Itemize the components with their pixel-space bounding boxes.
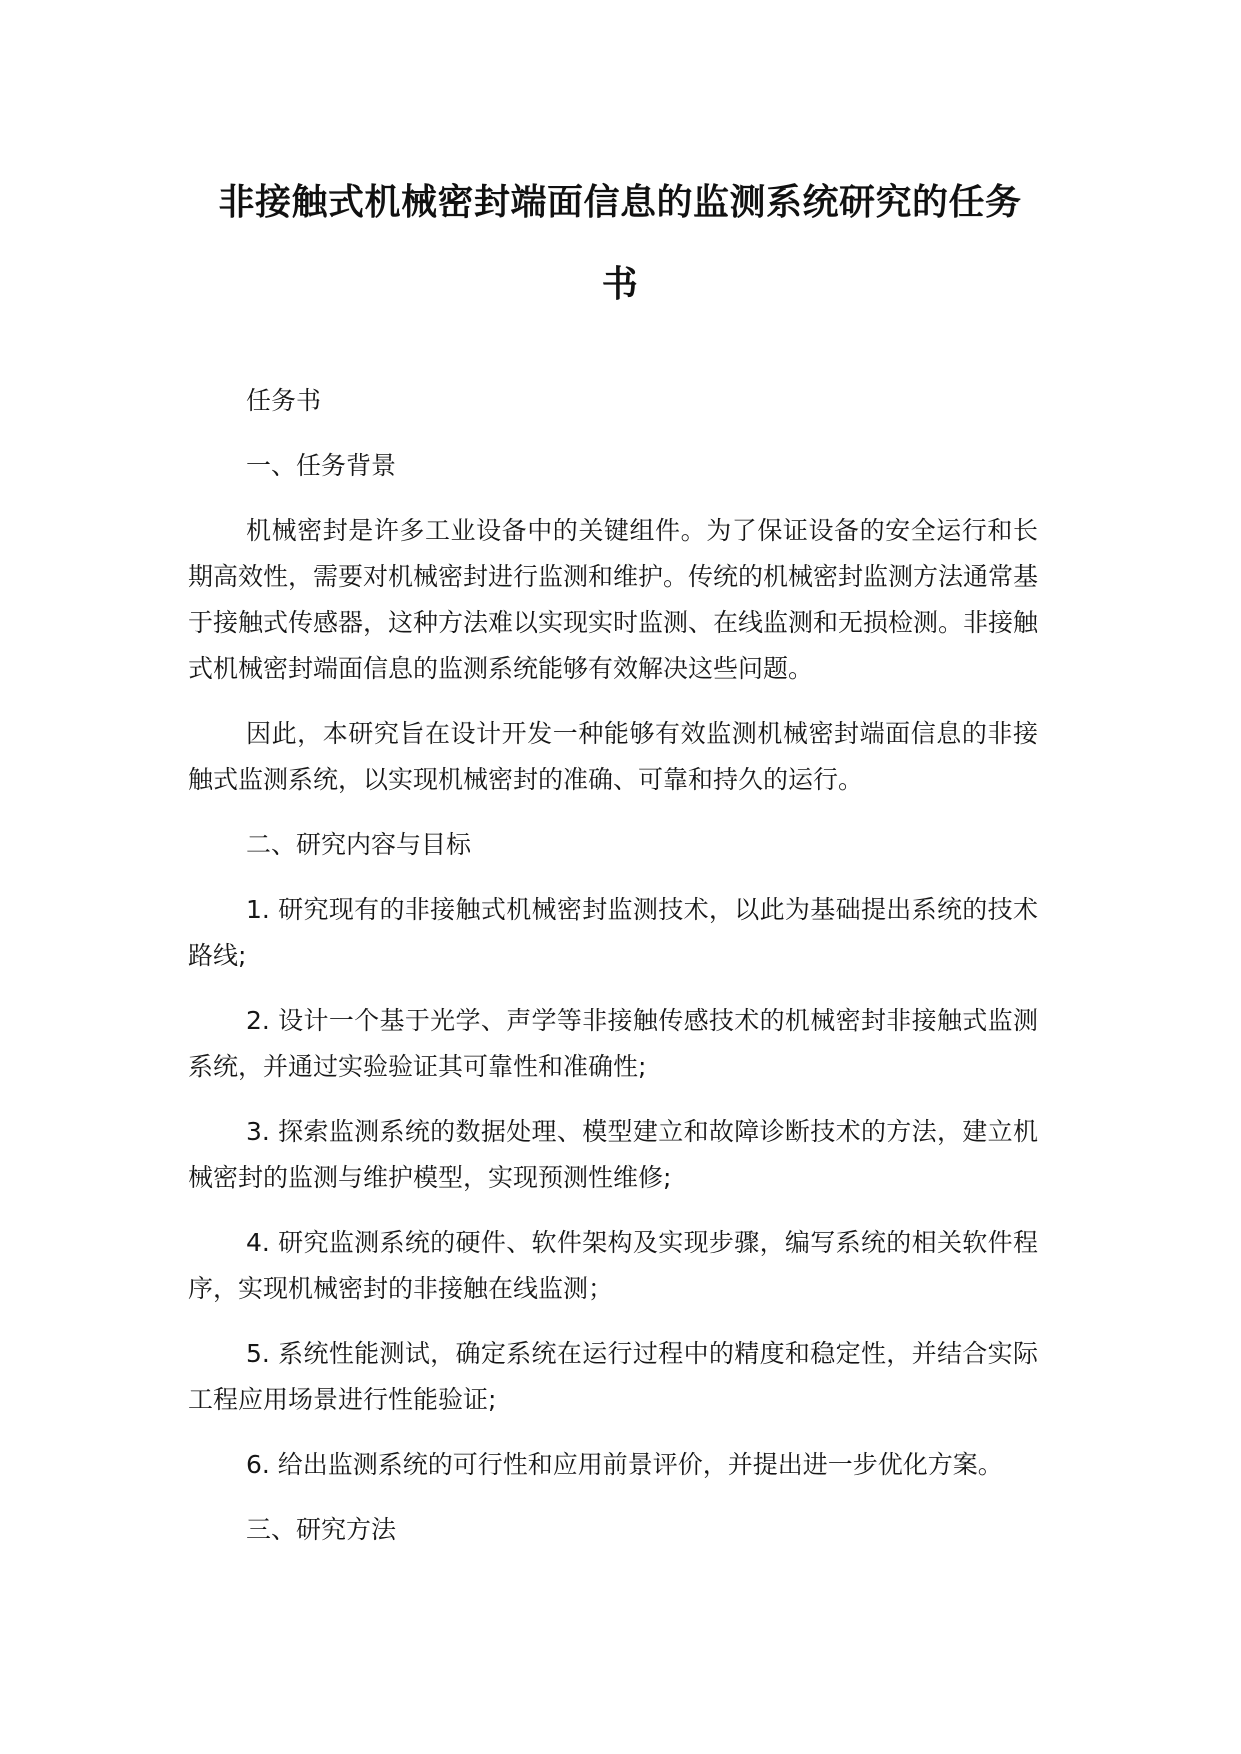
- list-item: 6. 给出监测系统的可行性和应用前景评价，并提出进一步优化方案。: [246, 1450, 1003, 1479]
- section-heading-content-goals: 二、研究内容与目标: [246, 830, 472, 859]
- document-label: 任务书: [246, 386, 322, 415]
- paragraph: 机械密封是许多工业设备中的关键组件。为了保证设备的安全运行和长期高效性，需要对机械密封进行监测和维护。传统的机械密封监测方法通常基于接触式传感器，这种方法难以实现实时监测、在线监测和无损检测。非接触式机械密封端面信息的监测系统能够有效解决这些问题。: [188, 516, 1039, 683]
- list-item: 5. 系统性能测试，确定系统在运行过程中的精度和稳定性，并结合实际工程应用场景进行性能验证;: [188, 1339, 1038, 1414]
- document-body: [188, 378, 1038, 1572]
- section-heading-background: 一、任务背景: [246, 451, 397, 480]
- paragraph: 因此，本研究旨在设计开发一种能够有效监测机械密封端面信息的非接触式监测系统，以实现机械密封的准确、可靠和持久的运行。: [188, 719, 1038, 794]
- list-item: 3. 探索监测系统的数据处理、模型建立和故障诊断技术的方法，建立机械密封的监测与维护模型，实现预测性维修;: [188, 1117, 1038, 1192]
- document-title-line2: 书: [601, 264, 639, 305]
- list-item: 4. 研究监测系统的硬件、软件架构及实现步骤，编写系统的相关软件程序，实现机械密封的非接触在线监测；: [188, 1228, 1038, 1303]
- list-item: 2. 设计一个基于光学、声学等非接触传感技术的机械密封非接触式监测系统，并通过实验验证其可靠性和准确性;: [188, 1006, 1038, 1081]
- list-item: 1. 研究现有的非接触式机械密封监测技术，以此为基础提出系统的技术路线;: [188, 895, 1038, 970]
- section-heading-methods: 三、研究方法: [246, 1515, 397, 1544]
- document-title-line1: 非接触式机械密封端面信息的监测系统研究的任务: [218, 182, 1022, 223]
